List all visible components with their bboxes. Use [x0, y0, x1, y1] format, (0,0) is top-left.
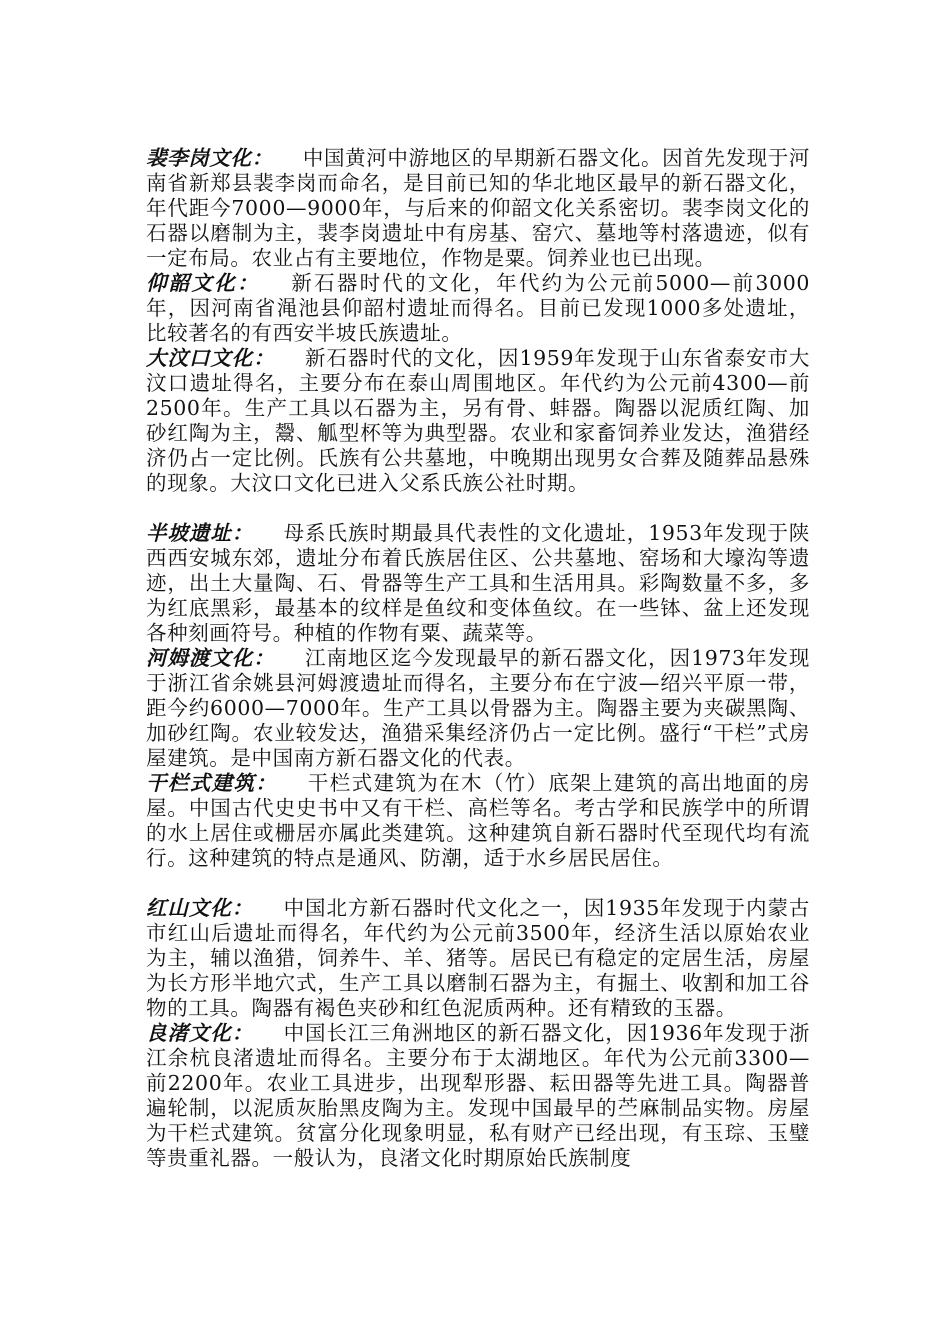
entry-text: 干栏式建筑为在木（竹）底架上建筑的高出地面的房屋。中国古代史史书中又有干栏、高栏等名。考古学和民族学中的所谓的水上居住或栅居亦属此类建筑。这种建筑自新石器时代至现代均有流行。这种建筑的特点是通风、防潮，适于水乡居民居住。 [146, 771, 810, 870]
entry-text: 新石器时代的文化，年代约为公元前5000—前3000年，因河南省渑池县仰韶村遗址而得名。目前已发现1000多处遗址，比较著名的有西安半坡氏族遗址。 [146, 271, 810, 345]
entry-term: 良渚文化： [146, 1021, 254, 1045]
entry-term: 半坡遗址： [146, 521, 254, 545]
entry-text: 新石器时代的文化，因1959年发现于山东省泰安市大汶口遗址得名，主要分布在泰山周围地区。年代约为公元前4300—前2500年。生产工具以石器为主，另有骨、蚌器。陶器以泥质红陶、加砂红陶为主，鬶、觚型杯等为典型器。农业和家畜饲养业发达，渔猎经济仍占一定比例。氏族有公共墓地，中晚期出现男女合葬及随葬品悬殊的现象。大汶口文化已进入父系氏族公社时期。 [146, 346, 810, 495]
entry-dawenkou [146, 346, 810, 496]
entry-term: 大汶口文化： [146, 346, 275, 370]
entry-term: 仰韶文化： [146, 271, 260, 295]
entry-text: 母系氏族时期最具代表性的文化遗址，1953年发现于陕西西安城东郊，遗址分布着氏族居住区、公共墓地、窑场和大壕沟等遗迹，出土大量陶、石、骨器等生产工具和生活用具。彩陶数量不多，多为红底黑彩，最基本的纹样是鱼纹和变体鱼纹。在一些钵、盆上还发现各种刻画符号。种植的作物有粟、蔬菜等。 [146, 521, 811, 645]
entry-hemudu [146, 646, 810, 771]
entry-text: 中国长江三角洲地区的新石器文化，因1936年发现于浙江余杭良渚遗址而得名。主要分布于太湖地区。年代为公元前3300—前2200年。农业工具进步，出现犁形器、耘田器等先进工具。陶器普遍轮制，以泥质灰胎黑皮陶为主。发现中国最早的苎麻制品实物。房屋为干栏式建筑。贫富分化现象明显，私有财产已经出现，有玉琮、玉璧等贵重礼器。一般认为，良渚文化时期原始氏族制度 [146, 1021, 811, 1170]
entry-peiligang [146, 146, 810, 271]
entry-yangshao [146, 271, 810, 346]
entry-term: 红山文化： [146, 896, 254, 920]
entry-text: 中国黄河中游地区的早期新石器文化。因首先发现于河南省新郑县裴李岗而命名，是目前已知的华北地区最早的新石器文化，年代距今7000—9000年，与后来的仰韶文化关系密切。裴李岗文化的石器以磨制为主，裴李岗遗址中有房基、窑穴、墓地等村落遗迹，似有一定布局。农业占有主要地位，作物是粟。饲养业也已出现。 [146, 146, 810, 270]
document-body [146, 146, 810, 1171]
entry-hongshan [146, 896, 810, 1021]
entry-text: 中国北方新石器时代文化之一，因1935年发现于内蒙古市红山后遗址而得名，年代约为公元前3500年，经济生活以原始农业为主，辅以渔猎，饲养牛、羊、猪等。居民已有稳定的定居生活，房屋为长方形半地穴式，生产工具以磨制石器为主，有掘土、收割和加工谷物的工具。陶器有褐色夹砂和红色泥质两种。还有精致的玉器。 [146, 896, 811, 1020]
entry-term: 干栏式建筑： [146, 771, 278, 795]
entry-liangzhu [146, 1021, 810, 1171]
entry-term: 裴李岗文化： [146, 146, 273, 170]
entry-term: 河姆渡文化： [146, 646, 275, 670]
entry-banpo [146, 521, 810, 646]
entry-ganlan [146, 771, 810, 871]
entry-text: 江南地区迄今发现最早的新石器文化，因1973年发现于浙江省余姚县河姆渡遗址而得名，主要分布在宁波—绍兴平原一带，距今约6000—7000年。生产工具以骨器为主。陶器主要为夹碳黑陶、加砂红陶。农业较发达，渔猎采集经济仍占一定比例。盛行“干栏”式房屋建筑。是中国南方新石器文化的代表。 [146, 646, 810, 770]
